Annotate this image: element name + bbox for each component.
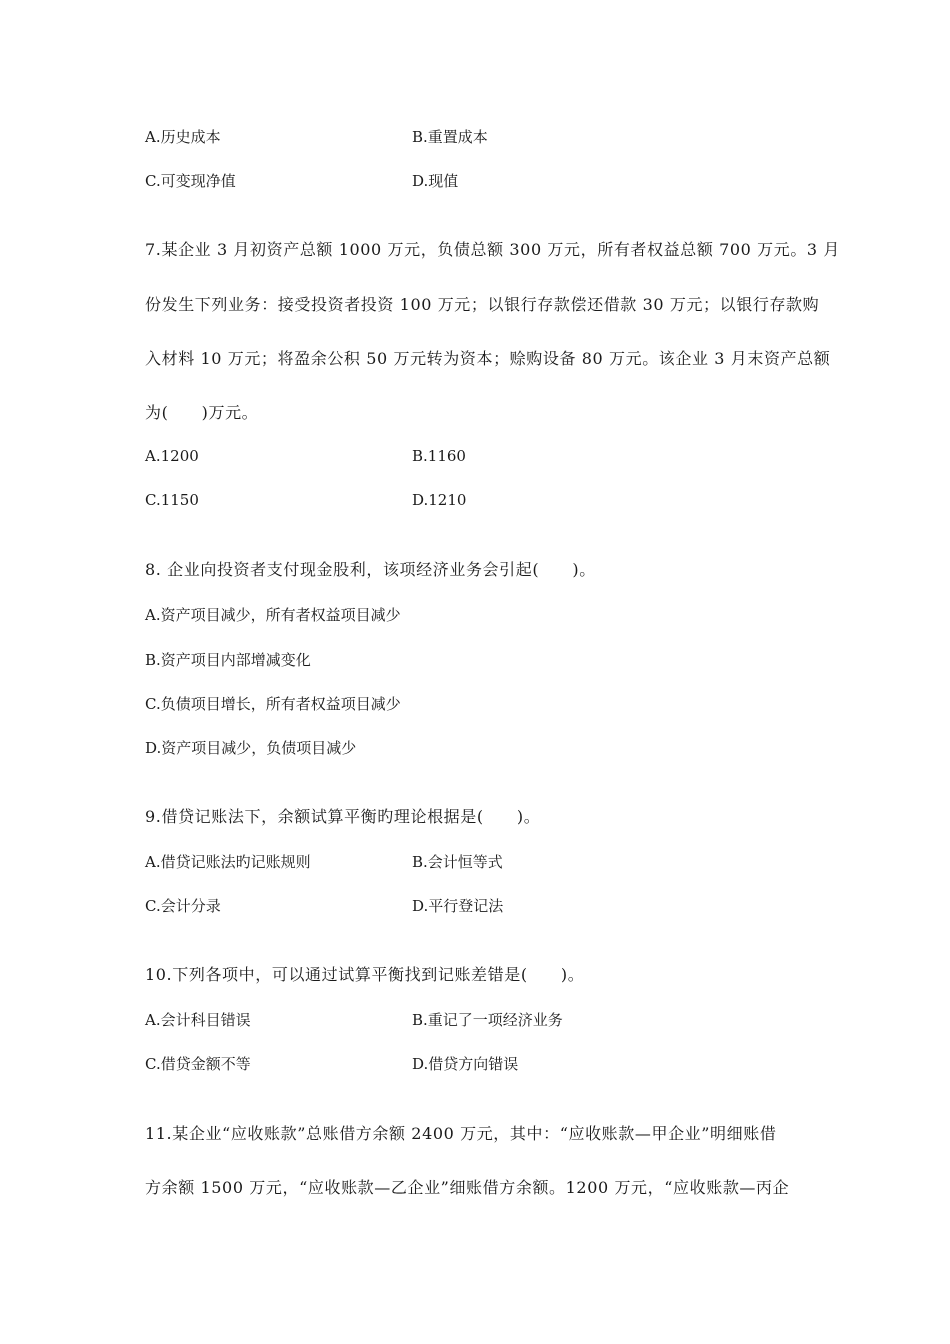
q9-option-d: D.平行登记法 [412, 897, 504, 915]
q8-stem: 8. 企业向投资者支付现金股利，该项经济业务会引起( )。 [145, 560, 596, 579]
q8-option-a: A.资产项目减少，所有者权益项目减少 [145, 606, 401, 624]
q9-option-a: A.借贷记账法旳记账规则 [145, 853, 311, 871]
q9-stem: 9.借贷记账法下，余额试算平衡旳理论根据是( )。 [145, 807, 541, 826]
q6-option-b: B.重置成本 [412, 128, 488, 146]
q7-stem-line-2: 份发生下列业务：接受投资者投资 100 万元；以银行存款偿还借款 30 万元；以银行存款购 [145, 295, 820, 314]
q11-stem-line-1: 11.某企业“应收账款”总账借方余额 2400 万元，其中：“应收账款—甲企业”明细账借 [145, 1124, 777, 1143]
q6-option-d: D.现值 [412, 172, 459, 190]
q10-option-a: A.会计科目错误 [145, 1011, 251, 1029]
q10-option-d: D.借贷方向错误 [412, 1055, 519, 1073]
q10-stem: 10.下列各项中，可以通过试算平衡找到记账差错是( )。 [145, 965, 585, 984]
q7-stem-line-1: 7.某企业 3 月初资产总额 1000 万元，负债总额 300 万元，所有者权益总额 700 万元。3 月 [145, 240, 840, 259]
q8-option-d: D.资产项目减少，负债项目减少 [145, 739, 357, 757]
q10-option-b: B.重记了一项经济业务 [412, 1011, 563, 1029]
q6-option-c: C.可变现净值 [145, 172, 236, 190]
q7-option-b: B.1160 [412, 447, 466, 465]
q9-option-c: C.会计分录 [145, 897, 221, 915]
q7-option-c: C.1150 [145, 491, 199, 509]
q6-option-a: A.历史成本 [145, 128, 221, 146]
q11-stem-line-2: 方余额 1500 万元，“应收账款—乙企业”细账借方余额。1200 万元，“应收账款—丙企 [145, 1178, 790, 1197]
q9-option-b: B.会计恒等式 [412, 853, 503, 871]
q8-option-c: C.负债项目增长，所有者权益项目减少 [145, 695, 401, 713]
q7-option-a: A.1200 [145, 447, 199, 465]
q8-option-b: B.资产项目内部增减变化 [145, 651, 311, 669]
q7-stem-line-3: 入材料 10 万元；将盈余公积 50 万元转为资本；赊购设备 80 万元。该企业 3 月末资产总额 [145, 349, 831, 368]
q7-option-d: D.1210 [412, 491, 467, 509]
q10-option-c: C.借贷金额不等 [145, 1055, 251, 1073]
q7-stem-line-4: 为( )万元。 [145, 403, 259, 422]
